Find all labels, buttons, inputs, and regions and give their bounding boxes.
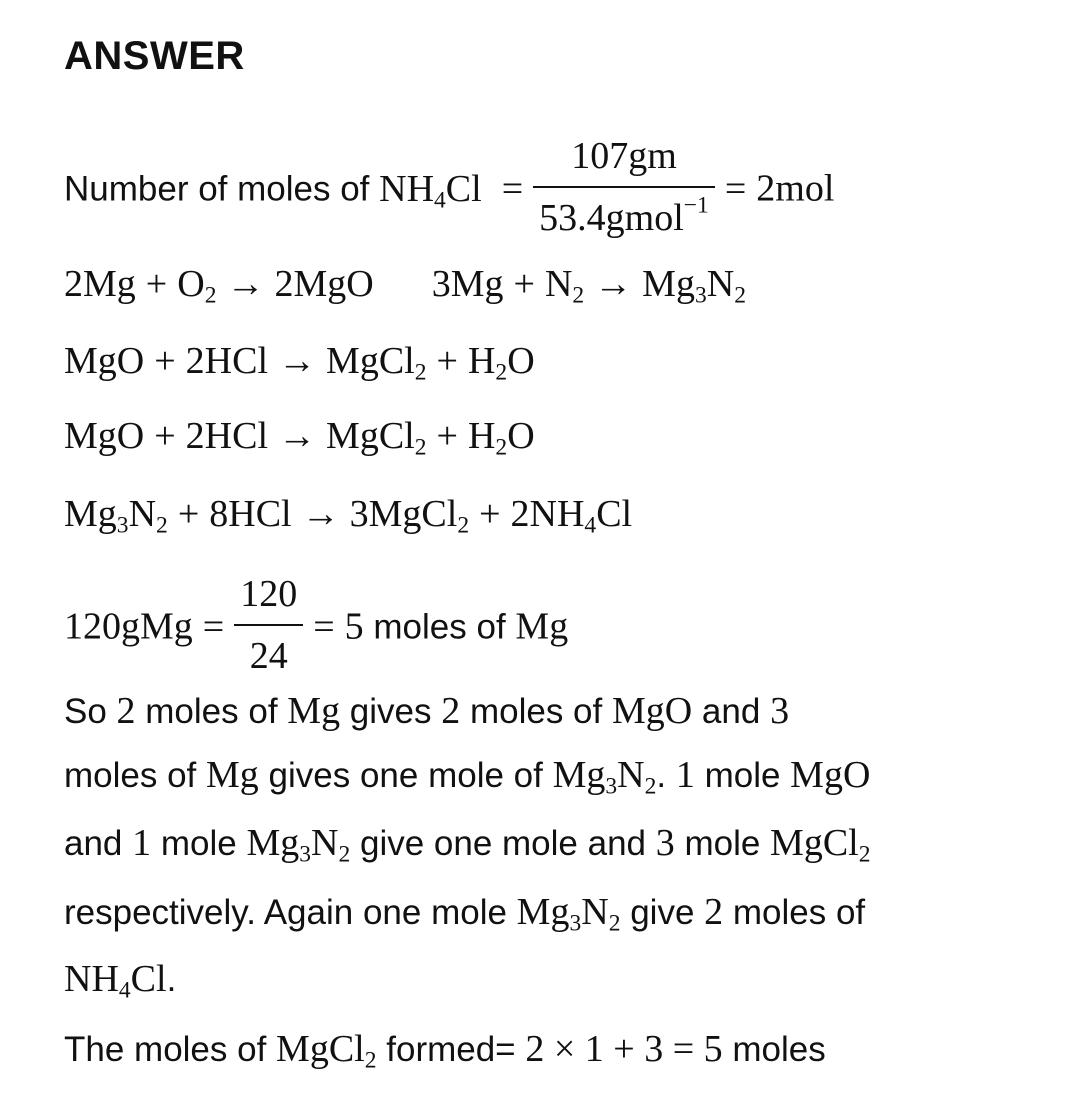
arrow-icon: → bbox=[278, 415, 317, 457]
explanation-line-2: moles of Mg gives one mole of $Mg_3N_2$. 1 mole MgO bbox=[64, 754, 871, 800]
arrow-icon: → bbox=[594, 263, 633, 305]
arrow-icon: → bbox=[226, 263, 265, 305]
fraction-numerator: 107gm bbox=[533, 132, 715, 188]
reaction-line-2 bbox=[64, 339, 535, 386]
nh4cl-moles-line bbox=[64, 136, 834, 246]
mg-moles-text: moles of bbox=[363, 607, 516, 647]
fraction-numerator: 120 bbox=[234, 570, 303, 626]
total-expression: 2 × 1 + 3 = 5 bbox=[525, 1028, 723, 1070]
explanation-line-5: $NH_4Cl$. bbox=[64, 958, 177, 1004]
answer-heading: ANSWER bbox=[64, 34, 245, 78]
explanation-line-3: and 1 mole $Mg_3N_2$ give one mole and 3 mole MgCl$_2$ bbox=[64, 822, 871, 868]
equals-sign: = bbox=[202, 605, 225, 648]
moles-result: 2mol bbox=[756, 167, 835, 210]
equals-sign: = bbox=[313, 605, 335, 648]
reaction-mg-nitrogen: $3Mg + N_2 \to Mg_3N_2$ bbox=[431, 263, 746, 309]
reaction-mg-oxygen: $2Mg + O_2 \to 2MgO$ bbox=[64, 263, 374, 309]
reaction-line-3 bbox=[64, 414, 535, 461]
arrow-icon: → bbox=[278, 340, 317, 382]
reaction-line-1 bbox=[64, 262, 746, 309]
equals-sign: = bbox=[501, 167, 524, 210]
moles-fraction bbox=[533, 132, 715, 242]
equals-sign: = bbox=[724, 167, 747, 210]
nh4cl-formula: $NH_4Cl$ bbox=[379, 167, 482, 214]
arrow-icon: → bbox=[301, 493, 340, 535]
fraction-denominator: 24 bbox=[249, 635, 288, 677]
reaction-mg3n2-hcl: $Mg_3N_2 + 8HCl$ → 3MgCl$_2$ + $2NH_4Cl$ bbox=[64, 493, 633, 539]
mg-moles-value: 5 bbox=[344, 605, 364, 648]
line1-prefix: Number of moles of bbox=[64, 169, 380, 209]
explanation-line-1: So 2 moles of Mg gives 2 moles of MgO and 3 bbox=[64, 690, 790, 732]
reaction-mgo-hcl: MgO + 2HCl → MgCl$_2$ + $H_2O$ bbox=[64, 340, 535, 386]
mg-mass: 120gMg bbox=[64, 605, 193, 648]
explanation-line-6: The moles of MgCl$_2$ formed= 2 × 1 + 3 = 5 moles bbox=[64, 1028, 826, 1074]
fraction-denominator: 53.4gmol$^{-1}$ bbox=[539, 192, 709, 239]
reaction-line-4 bbox=[64, 492, 633, 539]
mg-symbol: Mg bbox=[515, 605, 569, 648]
answer-page bbox=[64, 0, 1024, 1103]
reaction-mgo-hcl: MgO + 2HCl → MgCl$_2$ + $H_2O$ bbox=[64, 415, 535, 461]
explanation-line-4: respectively. Again one mole $Mg_3N_2$ give 2 moles of bbox=[64, 891, 866, 937]
mg-fraction bbox=[234, 570, 303, 680]
mg-moles-line bbox=[64, 574, 568, 684]
